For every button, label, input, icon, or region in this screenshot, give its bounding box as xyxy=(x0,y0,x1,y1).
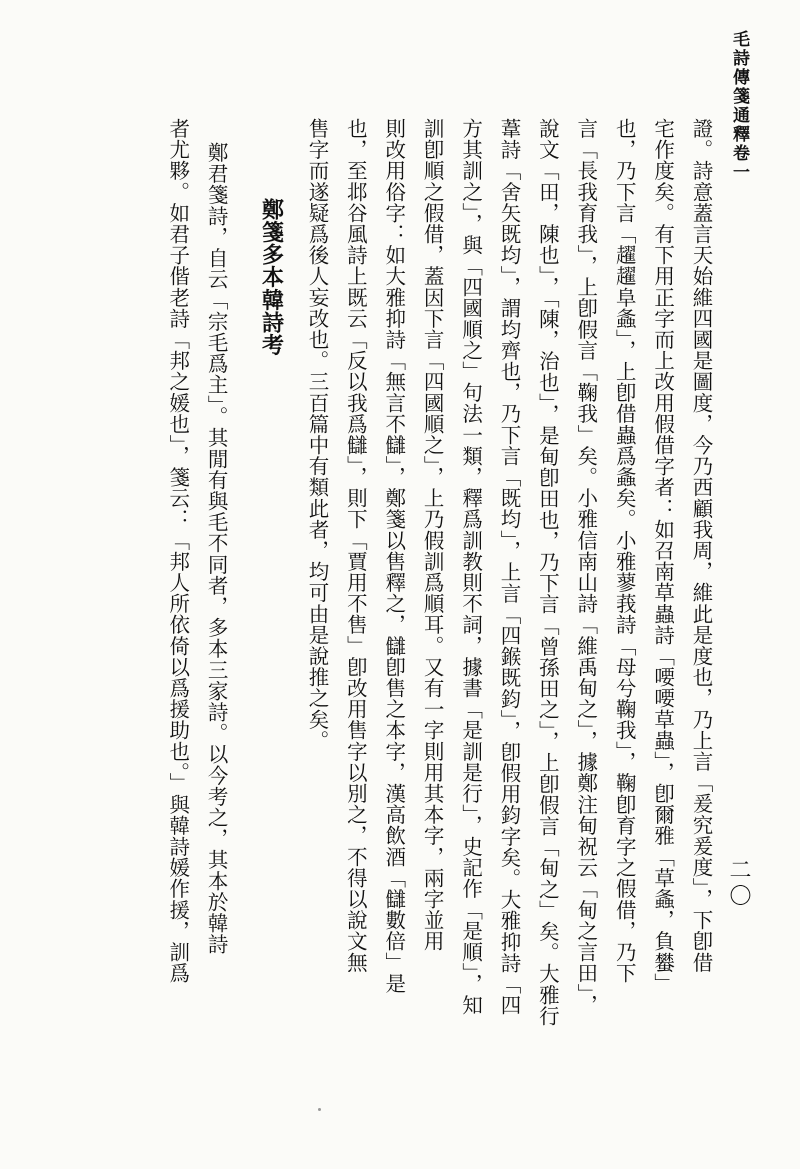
text-line: 言「長我育我」，上卽假言「鞠我」矣。小雅信南山詩「維禹甸之」，據鄭注甸祝云「甸之言田」， xyxy=(573,118,598,1016)
text-line: 也，乃下言「趯趯阜螽」，上卽借蟲爲螽矣。小雅蓼莪詩「母兮鞠我」，鞠卽育字之假借，乃下 xyxy=(612,118,637,984)
running-header: 毛詩傳箋通釋卷一 xyxy=(729,30,749,182)
text-line: 說文「田，陳也」，「陳，治也」，是甸卽田也，乃下言「曾孫田之」，上卽假言「甸之」矣。大雅行 xyxy=(535,118,560,1027)
text-line: 也，至邶谷風詩上既云「反以我爲讎」，則下「賈用不售」卽改用售字以別之，不得以說文無 xyxy=(343,118,368,973)
text-body xyxy=(80,118,720,1118)
text-line: 售字而遂疑爲後人妄改也。三百篇中有類此者，均可由是說推之矣。 xyxy=(304,118,329,751)
text-line: 者尤夥。如君子偕老詩「邦之媛也」，箋云：「邦人所依倚以爲援助也。」與韓詩媛作援，訓爲 xyxy=(165,118,190,984)
page-number: 二〇 xyxy=(726,858,751,910)
text-line: 宅作度矣。有下用正字而上改用假借字者：如召南草蟲詩「喓喓草蟲」，卽爾雅「草螽，負蠜」 xyxy=(650,118,675,994)
text-line: 方其訓之」，與「四國順之」句法一類，釋爲訓教則不詞，據書「是訓是行」，史記作「是順」，知 xyxy=(458,118,483,1016)
text-line: 則改用俗字：如大雅抑詩「無言不讎」，鄭箋以售釋之，讎卽售之本字，漢高飲酒「讎數倍」是 xyxy=(381,118,406,994)
text-line: 鄭君箋詩，自云「宗毛爲主」。其閒有與毛不同者，多本三家詩。以今考之，其本於韓詩 xyxy=(204,142,229,955)
text-line: 證。詩意蓋言天始維四國是圖度，今乃西顧我周，維此是度也，乃上言「爰究爰度」，下卽借 xyxy=(689,118,713,973)
text-line: 葦詩「舍矢既均」，謂均齊也，乃下言「既均」，上言「四鍭既鈞」，卽假用鈞字矣。大雅抑詩「四 xyxy=(496,118,521,1016)
scan-speck xyxy=(318,1108,321,1111)
text-line: 訓卽順之假借，蓋因下言「四國順之」，上乃假訓爲順耳。又有一字則用其本字，兩字並用 xyxy=(420,118,445,952)
section-title: 鄭箋多本韓詩考 xyxy=(258,198,284,357)
